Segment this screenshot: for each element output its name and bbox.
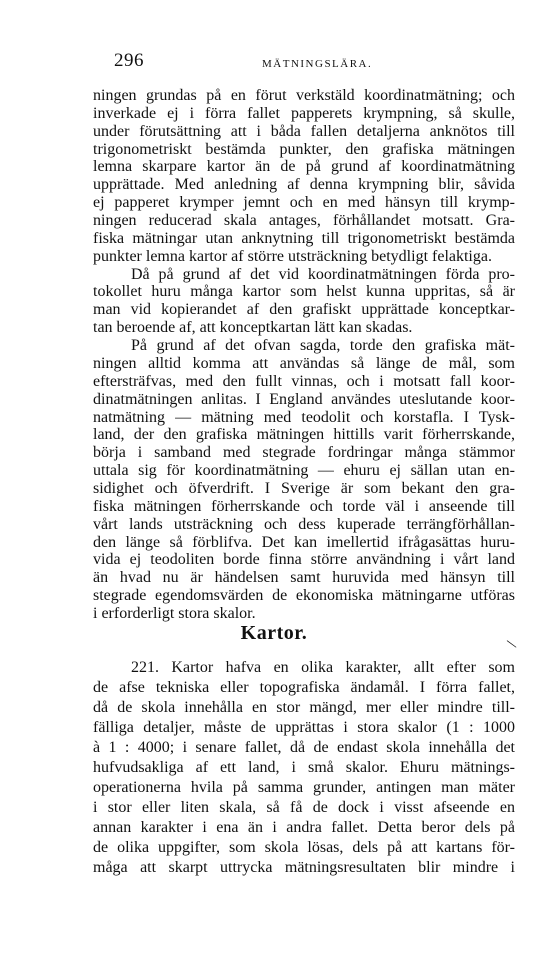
text-line: På grund af det ofvan sagda, torde den grafiska mät- bbox=[131, 337, 515, 355]
text-line: trigonometriskt bestämda punkter, den grafiska mätningen bbox=[93, 140, 515, 158]
text-line: vida ej teodoliten borde finna större användning i vårt land bbox=[93, 551, 515, 569]
text-line: än hvad nu är händelsen samt huruvida med hänsyn till bbox=[93, 569, 515, 587]
text-line: den länge så förblifva. Det kan imellertid ifrågasättas huru- bbox=[93, 533, 515, 551]
text-line: tokollet huru många kartor som helst kunna uppritas, så är bbox=[93, 283, 515, 301]
text-line: land, der den grafiska mätningen hittills varit förherrskande, bbox=[93, 426, 515, 444]
text-line: då de skola innehålla en stor mängd, mer eller mindre till- bbox=[93, 699, 515, 716]
text-line: i erforderligt stora skalor. bbox=[93, 605, 256, 622]
text-line: ningen alltid komma att användas så länge de mål, som bbox=[93, 354, 515, 372]
text-line: fiska mätningen förherrskande och torde väl i anseende till bbox=[93, 497, 515, 515]
text-line: uttala sig för koordinatmätning — ehuru ej sällan utan en- bbox=[93, 462, 515, 480]
text-line: vårt lands utsträckning och dess kuperade terrängförhållan- bbox=[93, 515, 515, 533]
text-line: måga att skarpt uttrycka mätningsresultaten blir mindre i bbox=[93, 859, 515, 876]
text-line: upprättade. Med anledning af denna krympning blir, såvida bbox=[93, 176, 515, 194]
text-line: i stor eller liten skala, så få de dock i visst afseende en bbox=[93, 799, 515, 816]
text-line: börja i samband med stegrade fordringar många stämmor bbox=[93, 444, 515, 462]
section-heading: Kartor. bbox=[240, 622, 308, 644]
text-line: tan beroende af, att konceptkartan lätt kan skadas. bbox=[93, 319, 413, 337]
text-line: ej papperet krymper jemnt och en med hänsyn till krymp- bbox=[93, 194, 515, 212]
page-number: 296 bbox=[114, 50, 144, 71]
text-line: ningen grundas på en förut verkstäld koordinatmätning; och bbox=[93, 87, 515, 104]
text-line: ningen reducerad skala antages, förhållandet motsatt. Gra- bbox=[93, 212, 515, 230]
text-line: de olika uppgifter, som skola lösas, dels på att kartans för- bbox=[93, 839, 515, 856]
text-line: man vid kopierandet af den grafiskt upprättade konceptkar- bbox=[93, 301, 515, 319]
text-line: eftersträfvas, med den fullt vinnas, och i motsatt fall koor- bbox=[93, 372, 515, 390]
text-line: under förutsättning att i båda fallen detaljerna anknötos till bbox=[93, 122, 515, 140]
text-line: dinatmätningen anlitas. I England användes uteslutande koor- bbox=[93, 390, 515, 408]
running-head: MÄTNINGSLÄRA. bbox=[262, 58, 373, 70]
margin-mark: \ bbox=[505, 636, 519, 653]
text-line: Då på grund af det vid koordinatmätningen förda pro- bbox=[131, 265, 515, 283]
text-line: 221. Kartor hafva en olika karakter, allt efter som bbox=[131, 659, 515, 676]
text-line: à 1 : 4000; i senare fallet, då de endast skola innehålla det bbox=[93, 739, 515, 756]
text-line: punkter lemna kartor af större utsträckning betydligt felaktiga. bbox=[93, 247, 492, 265]
page-header bbox=[0, 50, 548, 80]
text-line: fälliga detaljer, måste de upprättas i stora skalor (1 : 1000 bbox=[93, 719, 515, 736]
text-line: natmätning — mätning med teodolit och korstafla. I Tysk- bbox=[93, 408, 515, 426]
text-line: operationerna hvila på samma grunder, antingen man mäter bbox=[93, 779, 515, 796]
text-line: de afse tekniska eller topografiska ändamål. I förra fallet, bbox=[93, 679, 515, 696]
text-line: inverkade ej i förra fallet papperets krympning, så skulle, bbox=[93, 104, 515, 122]
text-line: annan karakter i ena än i andra fallet. Detta beror dels på bbox=[93, 819, 515, 836]
text-line: sidighet och öfverdrift. I Sverige är som bekant den gra- bbox=[93, 479, 515, 497]
text-line: stegrade egendomsvärden de ekonomiska mätningarne utföras bbox=[93, 587, 515, 605]
text-line: lemna skarpare kartor än de på grund af koordinatmätning bbox=[93, 158, 515, 176]
text-line: fiska mätningar utan anknytning till trigonometriskt bestämda bbox=[93, 229, 515, 247]
text-line: hufvudsakliga af ett land, i små skalor. Ehuru mätnings- bbox=[93, 759, 515, 776]
